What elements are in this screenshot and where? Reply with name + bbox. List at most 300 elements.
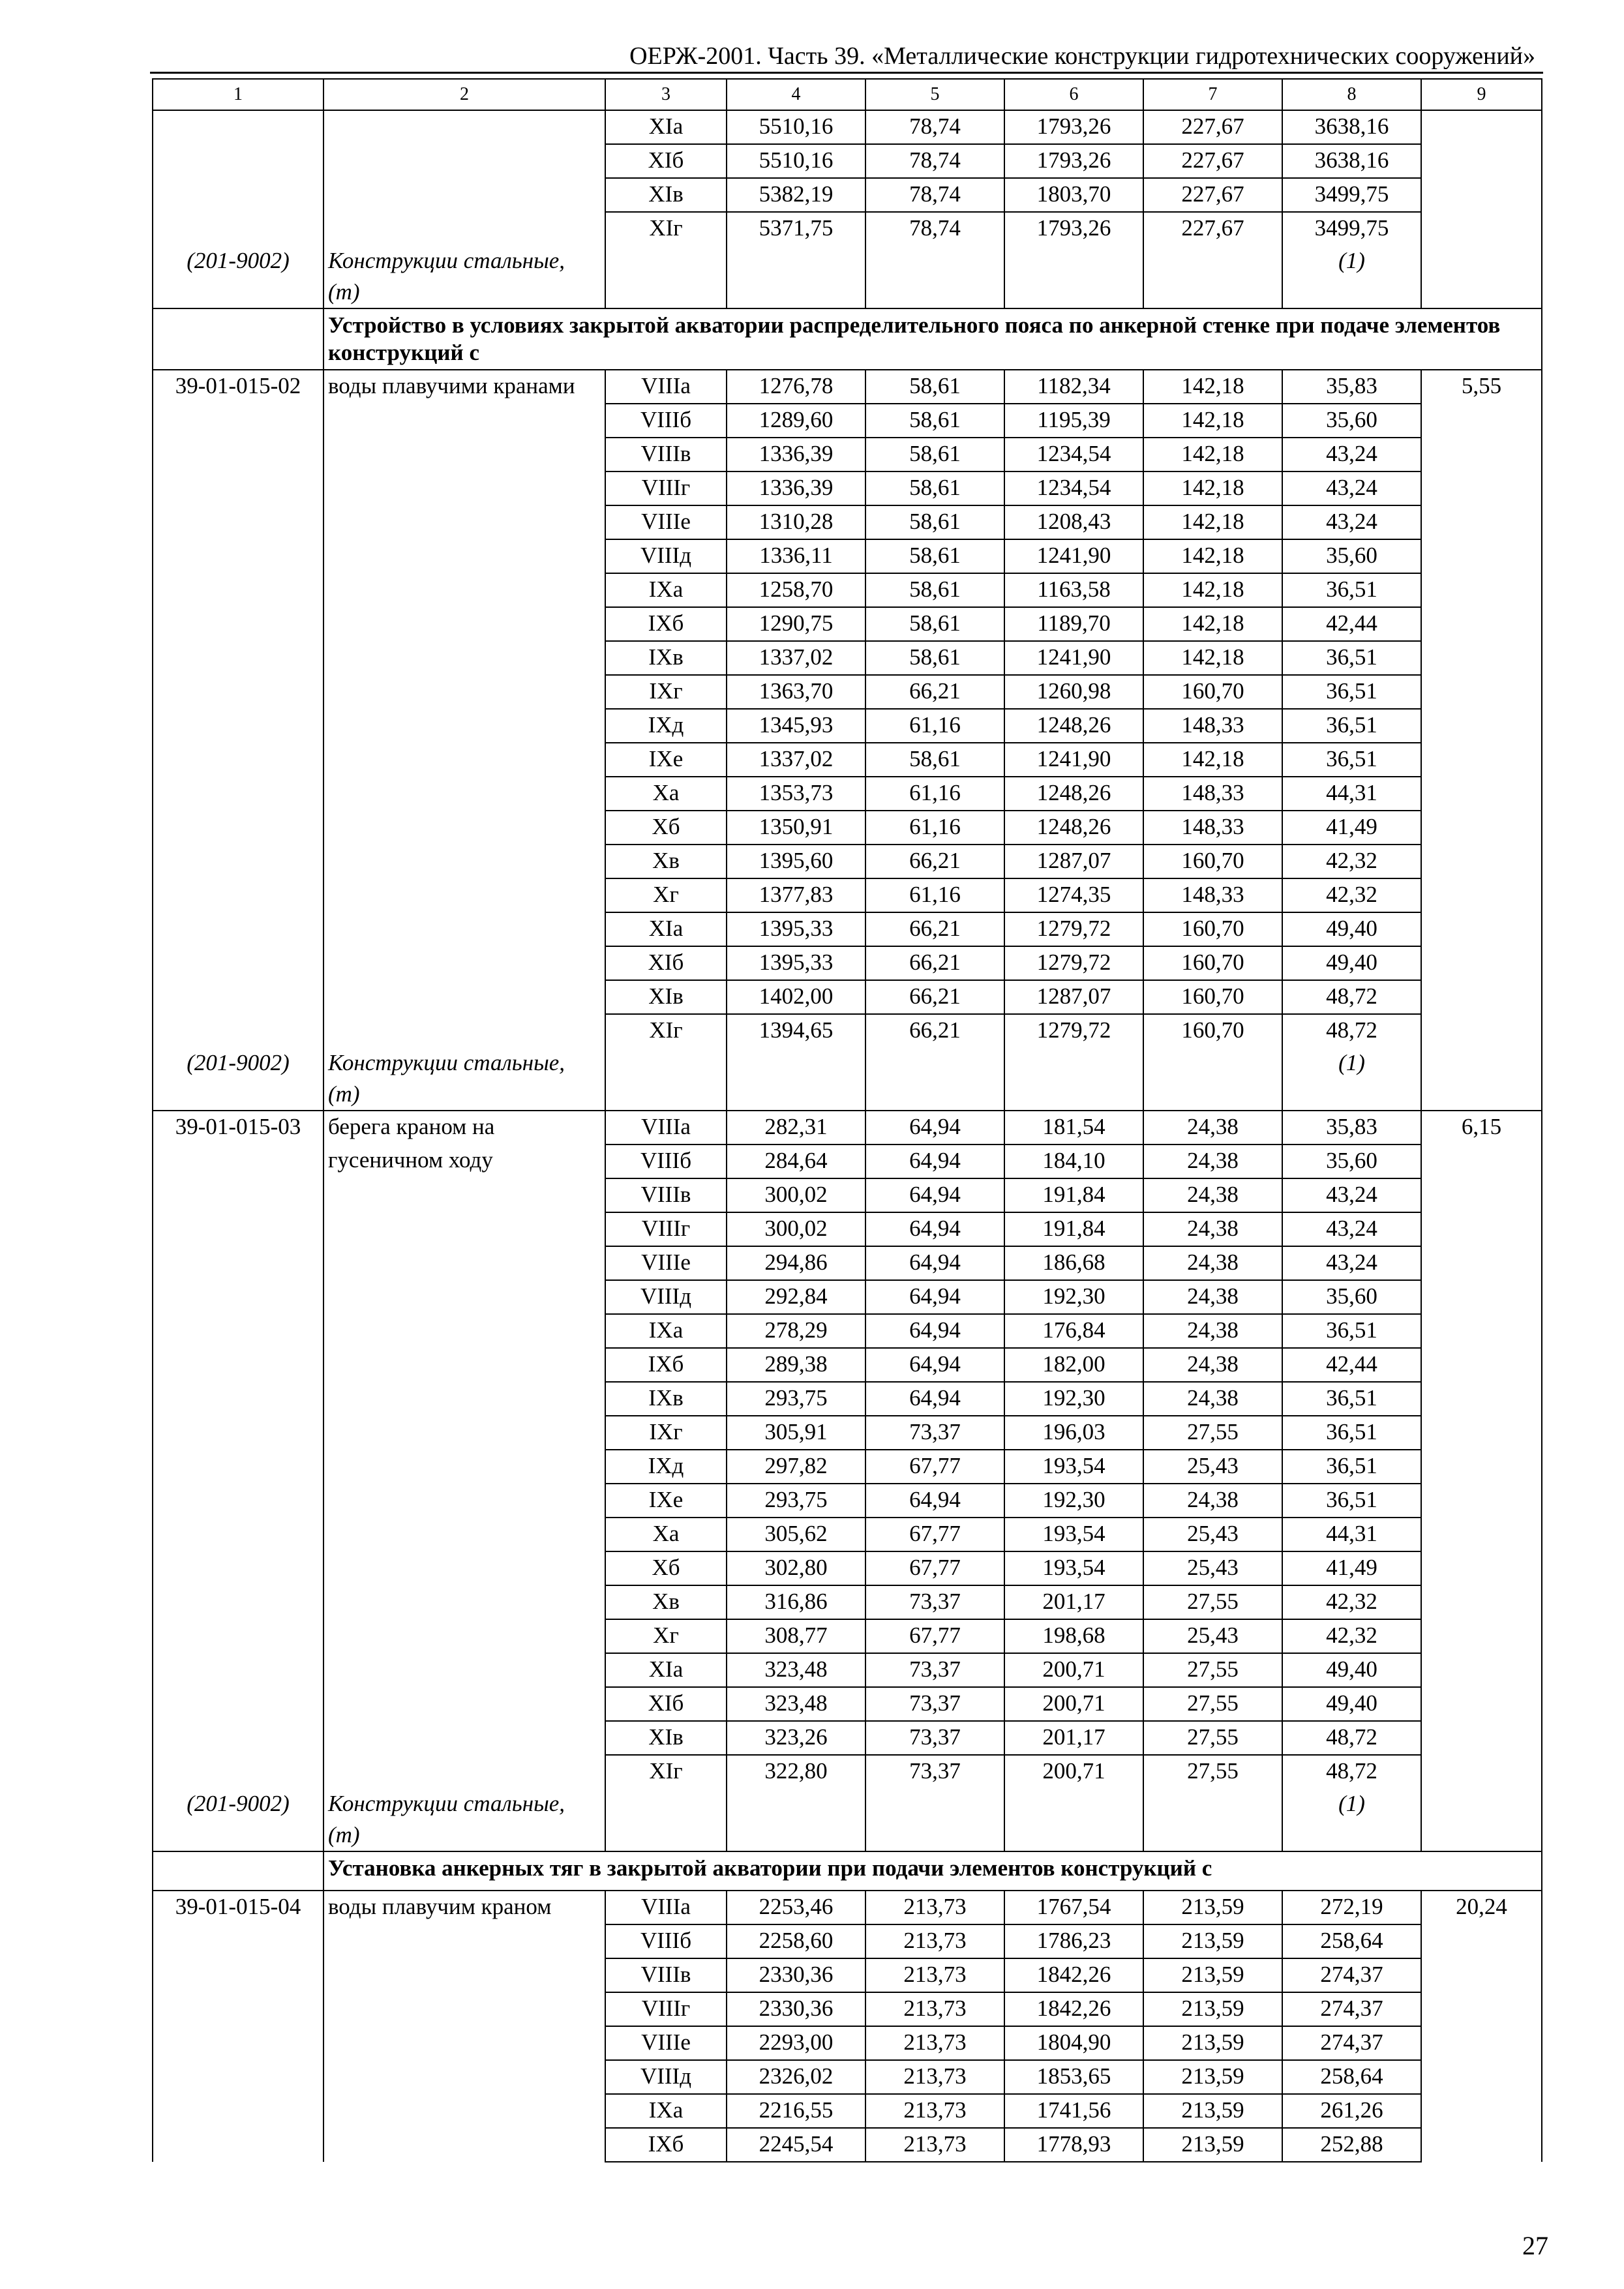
value-cell: 302,80 bbox=[727, 1551, 865, 1585]
value-cell: 25,43 bbox=[1143, 1551, 1282, 1585]
value-cell: 27,55 bbox=[1143, 1755, 1282, 1788]
region-code: VIIIг bbox=[605, 471, 727, 505]
value-cell: 1363,70 bbox=[727, 675, 865, 709]
table-cell bbox=[323, 845, 605, 878]
column-number: 8 bbox=[1282, 79, 1421, 110]
table-cell bbox=[323, 1178, 605, 1212]
table-row bbox=[153, 1721, 1542, 1755]
value-cell: 176,84 bbox=[1004, 1314, 1143, 1348]
value-cell: 193,54 bbox=[1004, 1450, 1143, 1484]
value-cell: 78,74 bbox=[865, 110, 1004, 144]
value-cell: 184,10 bbox=[1004, 1144, 1143, 1178]
section-row bbox=[153, 1851, 1542, 1891]
value-cell: 58,61 bbox=[865, 539, 1004, 573]
table-cell bbox=[153, 1687, 323, 1721]
table-cell bbox=[1421, 1585, 1542, 1619]
value-cell: 36,51 bbox=[1282, 743, 1421, 777]
value-cell: 73,37 bbox=[865, 1755, 1004, 1788]
table-cell bbox=[153, 878, 323, 912]
document-title: ОЕРЖ-2001. Часть 39. «Металлические конструкции гидротехнических сооружений» bbox=[629, 42, 1535, 70]
table-row bbox=[153, 1348, 1542, 1382]
table-cell bbox=[323, 1382, 605, 1416]
value-cell: 58,61 bbox=[865, 404, 1004, 438]
value-cell: 43,24 bbox=[1282, 471, 1421, 505]
empty-cell bbox=[1004, 1047, 1143, 1111]
column-number-row bbox=[153, 79, 1542, 110]
material-code: (201-9002) bbox=[153, 245, 323, 308]
table-cell bbox=[1421, 2060, 1542, 2094]
value-cell: 227,67 bbox=[1143, 144, 1282, 178]
table-row bbox=[153, 743, 1542, 777]
value-cell: 1279,72 bbox=[1004, 1014, 1143, 1047]
value-cell: 1803,70 bbox=[1004, 178, 1143, 212]
value-cell: 24,38 bbox=[1143, 1212, 1282, 1246]
table-cell bbox=[323, 1958, 605, 1992]
table-cell bbox=[323, 777, 605, 811]
value-cell: 25,43 bbox=[1143, 1619, 1282, 1653]
value-cell: 66,21 bbox=[865, 675, 1004, 709]
table-cell bbox=[1421, 1484, 1542, 1518]
value-cell: 1793,26 bbox=[1004, 110, 1143, 144]
table-cell bbox=[323, 438, 605, 471]
region-code: XIа bbox=[605, 110, 727, 144]
table-cell bbox=[323, 1416, 605, 1450]
table-cell bbox=[323, 1014, 605, 1047]
region-code: VIIIг bbox=[605, 1212, 727, 1246]
column-number: 4 bbox=[727, 79, 865, 110]
table-row bbox=[153, 1958, 1542, 1992]
table-cell bbox=[153, 1144, 323, 1178]
region-code: IXб bbox=[605, 2128, 727, 2162]
value-cell: 5510,16 bbox=[727, 144, 865, 178]
section-row bbox=[153, 308, 1542, 370]
table-cell bbox=[1421, 777, 1542, 811]
value-cell: 27,55 bbox=[1143, 1585, 1282, 1619]
value-cell: 284,64 bbox=[727, 1144, 865, 1178]
empty-cell bbox=[727, 1788, 865, 1851]
value-cell: 213,73 bbox=[865, 1958, 1004, 1992]
value-cell: 35,60 bbox=[1282, 1144, 1421, 1178]
value-cell: 148,33 bbox=[1143, 709, 1282, 743]
value-cell: 27,55 bbox=[1143, 1721, 1282, 1755]
empty-cell bbox=[1421, 1047, 1542, 1111]
region-code: XIб bbox=[605, 144, 727, 178]
value-cell: 24,38 bbox=[1143, 1111, 1282, 1144]
value-cell: 27,55 bbox=[1143, 1687, 1282, 1721]
value-cell: 142,18 bbox=[1143, 370, 1282, 404]
value-cell: 1258,70 bbox=[727, 573, 865, 607]
table-cell bbox=[323, 1992, 605, 2026]
table-cell bbox=[153, 777, 323, 811]
value-cell: 64,94 bbox=[865, 1280, 1004, 1314]
table-cell bbox=[1421, 1014, 1542, 1047]
value-cell: 297,82 bbox=[727, 1450, 865, 1484]
table-cell bbox=[153, 1721, 323, 1755]
value-cell: 36,51 bbox=[1282, 1450, 1421, 1484]
value-cell: 1241,90 bbox=[1004, 743, 1143, 777]
table-cell bbox=[323, 1212, 605, 1246]
value-cell: 67,77 bbox=[865, 1450, 1004, 1484]
value-cell: 142,18 bbox=[1143, 573, 1282, 607]
value-cell: 160,70 bbox=[1143, 675, 1282, 709]
table-cell bbox=[1421, 1518, 1542, 1551]
region-code: XIб bbox=[605, 946, 727, 980]
value-cell: 48,72 bbox=[1282, 1755, 1421, 1788]
section-title: Установка анкерных тяг в закрытой акватории при подачи элементов конструкций с bbox=[323, 1851, 1542, 1891]
value-cell: 41,49 bbox=[1282, 1551, 1421, 1585]
rate-description: воды плавучими кранами bbox=[323, 370, 605, 404]
value-cell: 278,29 bbox=[727, 1314, 865, 1348]
table-cell bbox=[323, 641, 605, 675]
value-cell: 1402,00 bbox=[727, 980, 865, 1014]
table-cell bbox=[1421, 1314, 1542, 1348]
material-name-text: Конструкции стальные, bbox=[328, 248, 565, 273]
value-cell: 142,18 bbox=[1143, 404, 1282, 438]
value-cell: 43,24 bbox=[1282, 438, 1421, 471]
table-cell bbox=[1421, 607, 1542, 641]
value-cell: 213,73 bbox=[865, 2026, 1004, 2060]
value-cell: 73,37 bbox=[865, 1416, 1004, 1450]
value-cell: 1289,60 bbox=[727, 404, 865, 438]
value-cell: 1337,02 bbox=[727, 743, 865, 777]
table-cell bbox=[323, 212, 605, 245]
table-row bbox=[153, 1014, 1542, 1047]
table-row bbox=[153, 404, 1542, 438]
value-cell: 67,77 bbox=[865, 1619, 1004, 1653]
value-cell: 1290,75 bbox=[727, 607, 865, 641]
page-number: 27 bbox=[1522, 2231, 1548, 2260]
value-cell: 192,30 bbox=[1004, 1484, 1143, 1518]
column-number: 2 bbox=[323, 79, 605, 110]
table-row bbox=[153, 777, 1542, 811]
table-cell bbox=[1421, 212, 1542, 245]
table-cell bbox=[1421, 845, 1542, 878]
table-cell bbox=[1421, 1755, 1542, 1788]
value-cell: 2258,60 bbox=[727, 1924, 865, 1958]
table-cell bbox=[323, 471, 605, 505]
table-cell bbox=[1421, 1924, 1542, 1958]
table-cell bbox=[323, 1348, 605, 1382]
table-cell bbox=[153, 743, 323, 777]
value-cell: 1195,39 bbox=[1004, 404, 1143, 438]
value-cell: 294,86 bbox=[727, 1246, 865, 1280]
table-cell bbox=[1421, 2128, 1542, 2162]
column-number: 3 bbox=[605, 79, 727, 110]
material-unit: (т) bbox=[328, 1081, 360, 1107]
value-cell: 1336,11 bbox=[727, 539, 865, 573]
value-cell: 193,54 bbox=[1004, 1518, 1143, 1551]
value-cell: 200,71 bbox=[1004, 1653, 1143, 1687]
table-cell bbox=[323, 878, 605, 912]
table-cell bbox=[153, 1992, 323, 2026]
value-cell: 274,37 bbox=[1282, 1992, 1421, 2026]
value-cell: 201,17 bbox=[1004, 1721, 1143, 1755]
table-cell bbox=[153, 1314, 323, 1348]
value-cell: 1287,07 bbox=[1004, 980, 1143, 1014]
table-cell bbox=[1421, 471, 1542, 505]
value-cell: 58,61 bbox=[865, 607, 1004, 641]
column-number: 6 bbox=[1004, 79, 1143, 110]
region-code: IXе bbox=[605, 1484, 727, 1518]
table-cell bbox=[153, 1246, 323, 1280]
value-cell: 1182,34 bbox=[1004, 370, 1143, 404]
value-cell: 272,19 bbox=[1282, 1891, 1421, 1924]
table-cell bbox=[1421, 1687, 1542, 1721]
table-row bbox=[153, 2128, 1542, 2162]
table-cell bbox=[323, 505, 605, 539]
value-cell: 213,59 bbox=[1143, 1958, 1282, 1992]
value-cell: 48,72 bbox=[1282, 1721, 1421, 1755]
table-cell bbox=[323, 946, 605, 980]
region-code: Xа bbox=[605, 1518, 727, 1551]
value-cell: 293,75 bbox=[727, 1484, 865, 1518]
region-code: XIа bbox=[605, 912, 727, 946]
value-cell: 43,24 bbox=[1282, 505, 1421, 539]
labor-cost: 20,24 bbox=[1421, 1891, 1542, 1924]
value-cell: 2253,46 bbox=[727, 1891, 865, 1924]
value-cell: 24,38 bbox=[1143, 1144, 1282, 1178]
table-cell bbox=[323, 1755, 605, 1788]
table-cell bbox=[153, 1014, 323, 1047]
value-cell: 41,49 bbox=[1282, 811, 1421, 845]
value-cell: 213,59 bbox=[1143, 2128, 1282, 2162]
value-cell: 160,70 bbox=[1143, 912, 1282, 946]
value-cell: 1287,07 bbox=[1004, 845, 1143, 878]
value-cell: 213,59 bbox=[1143, 2026, 1282, 2060]
table-cell bbox=[153, 404, 323, 438]
table-cell bbox=[323, 1551, 605, 1585]
table-cell bbox=[153, 1178, 323, 1212]
empty-cell bbox=[1143, 1788, 1282, 1851]
table-cell bbox=[153, 1755, 323, 1788]
value-cell: 1778,93 bbox=[1004, 2128, 1143, 2162]
value-cell: 73,37 bbox=[865, 1721, 1004, 1755]
value-cell: 1786,23 bbox=[1004, 1924, 1143, 1958]
value-cell: 142,18 bbox=[1143, 607, 1282, 641]
table-cell bbox=[153, 946, 323, 980]
table-cell bbox=[153, 1484, 323, 1518]
value-cell: 1394,65 bbox=[727, 1014, 865, 1047]
region-code: XIв bbox=[605, 980, 727, 1014]
value-cell: 35,60 bbox=[1282, 539, 1421, 573]
value-cell: 64,94 bbox=[865, 1144, 1004, 1178]
region-code: IXа bbox=[605, 2094, 727, 2128]
table-cell bbox=[323, 1721, 605, 1755]
value-cell: 1274,35 bbox=[1004, 878, 1143, 912]
table-cell bbox=[323, 2060, 605, 2094]
value-cell: 1234,54 bbox=[1004, 471, 1143, 505]
value-cell: 322,80 bbox=[727, 1755, 865, 1788]
region-code: VIIIа bbox=[605, 370, 727, 404]
value-cell: 64,94 bbox=[865, 1246, 1004, 1280]
table-cell bbox=[153, 2026, 323, 2060]
value-cell: 201,17 bbox=[1004, 1585, 1143, 1619]
column-number: 5 bbox=[865, 79, 1004, 110]
value-cell: 293,75 bbox=[727, 1382, 865, 1416]
table-row bbox=[153, 539, 1542, 573]
value-cell: 323,48 bbox=[727, 1653, 865, 1687]
page-header bbox=[150, 39, 1543, 74]
table-cell bbox=[323, 1314, 605, 1348]
value-cell: 1345,93 bbox=[727, 709, 865, 743]
value-cell: 261,26 bbox=[1282, 2094, 1421, 2128]
value-cell: 1395,60 bbox=[727, 845, 865, 878]
table-row bbox=[153, 709, 1542, 743]
value-cell: 142,18 bbox=[1143, 471, 1282, 505]
value-cell: 24,38 bbox=[1143, 1178, 1282, 1212]
value-cell: 5382,19 bbox=[727, 178, 865, 212]
value-cell: 36,51 bbox=[1282, 1484, 1421, 1518]
table-row bbox=[153, 1111, 1542, 1144]
value-cell: 148,33 bbox=[1143, 777, 1282, 811]
table-row bbox=[153, 675, 1542, 709]
value-cell: 64,94 bbox=[865, 1314, 1004, 1348]
material-name bbox=[323, 1788, 605, 1851]
table-cell bbox=[153, 641, 323, 675]
value-cell: 42,32 bbox=[1282, 878, 1421, 912]
value-cell: 323,48 bbox=[727, 1687, 865, 1721]
value-cell: 64,94 bbox=[865, 1484, 1004, 1518]
value-cell: 213,73 bbox=[865, 2128, 1004, 2162]
rates-table bbox=[152, 78, 1542, 2162]
value-cell: 274,37 bbox=[1282, 1958, 1421, 1992]
value-cell: 36,51 bbox=[1282, 641, 1421, 675]
table-cell bbox=[153, 178, 323, 212]
value-cell: 213,59 bbox=[1143, 2060, 1282, 2094]
value-cell: 316,86 bbox=[727, 1585, 865, 1619]
table-cell bbox=[1421, 505, 1542, 539]
region-code: Xг bbox=[605, 878, 727, 912]
region-code: IXа bbox=[605, 1314, 727, 1348]
value-cell: 58,61 bbox=[865, 573, 1004, 607]
value-cell: 227,67 bbox=[1143, 178, 1282, 212]
value-cell: 58,61 bbox=[865, 471, 1004, 505]
value-cell: 1337,02 bbox=[727, 641, 865, 675]
value-cell: 73,37 bbox=[865, 1653, 1004, 1687]
region-code: VIIIб bbox=[605, 404, 727, 438]
table-row bbox=[153, 811, 1542, 845]
value-cell: 2330,36 bbox=[727, 1992, 865, 2026]
table-cell bbox=[323, 1687, 605, 1721]
value-cell: 308,77 bbox=[727, 1619, 865, 1653]
value-cell: 24,38 bbox=[1143, 1314, 1282, 1348]
region-code: VIIIб bbox=[605, 1144, 727, 1178]
table-cell bbox=[323, 1924, 605, 1958]
table-cell bbox=[323, 2026, 605, 2060]
region-code: IXг bbox=[605, 675, 727, 709]
table-cell bbox=[1421, 1382, 1542, 1416]
table-row bbox=[153, 980, 1542, 1014]
table-row bbox=[153, 1551, 1542, 1585]
region-code: IXд bbox=[605, 1450, 727, 1484]
value-cell: 35,83 bbox=[1282, 1111, 1421, 1144]
value-cell: 192,30 bbox=[1004, 1280, 1143, 1314]
table-cell bbox=[1421, 178, 1542, 212]
value-cell: 49,40 bbox=[1282, 912, 1421, 946]
value-cell: 44,31 bbox=[1282, 777, 1421, 811]
table-row bbox=[153, 1178, 1542, 1212]
table-cell bbox=[1421, 573, 1542, 607]
table-cell bbox=[1421, 438, 1542, 471]
table-cell bbox=[153, 2094, 323, 2128]
value-cell: 42,44 bbox=[1282, 1348, 1421, 1382]
region-code: IXе bbox=[605, 743, 727, 777]
table-row bbox=[153, 1212, 1542, 1246]
table-cell bbox=[323, 1484, 605, 1518]
value-cell: 1336,39 bbox=[727, 438, 865, 471]
section-title: Устройство в условиях закрытой акватории распределительного пояса по анкерной стенке при подаче элементов конструкций с bbox=[323, 308, 1542, 370]
material-code: (201-9002) bbox=[153, 1047, 323, 1111]
value-cell: 1853,65 bbox=[1004, 2060, 1143, 2094]
table-cell bbox=[323, 404, 605, 438]
value-cell: 148,33 bbox=[1143, 878, 1282, 912]
value-cell: 35,60 bbox=[1282, 404, 1421, 438]
value-cell: 1793,26 bbox=[1004, 212, 1143, 245]
value-cell: 191,84 bbox=[1004, 1212, 1143, 1246]
value-cell: 48,72 bbox=[1282, 1014, 1421, 1047]
table-cell bbox=[1421, 404, 1542, 438]
value-cell: 66,21 bbox=[865, 980, 1004, 1014]
value-cell: 181,54 bbox=[1004, 1111, 1143, 1144]
table-row bbox=[153, 1484, 1542, 1518]
value-cell: 36,51 bbox=[1282, 573, 1421, 607]
table-cell bbox=[153, 438, 323, 471]
region-code: VIIIб bbox=[605, 1924, 727, 1958]
value-cell: 58,61 bbox=[865, 743, 1004, 777]
value-cell: 49,40 bbox=[1282, 1687, 1421, 1721]
region-code: VIIIв bbox=[605, 1178, 727, 1212]
table-row bbox=[153, 144, 1542, 178]
empty-cell bbox=[727, 1047, 865, 1111]
region-code: Xб bbox=[605, 811, 727, 845]
table-cell bbox=[1421, 144, 1542, 178]
value-cell: 2216,55 bbox=[727, 2094, 865, 2128]
value-cell: 274,37 bbox=[1282, 2026, 1421, 2060]
material-unit: (т) bbox=[328, 1822, 360, 1848]
empty-cell bbox=[1143, 245, 1282, 308]
value-cell: 58,61 bbox=[865, 641, 1004, 675]
value-cell: 1842,26 bbox=[1004, 1958, 1143, 1992]
region-code: VIIIв bbox=[605, 1958, 727, 1992]
value-cell: 5510,16 bbox=[727, 110, 865, 144]
region-code: Xв bbox=[605, 1585, 727, 1619]
value-cell: 42,32 bbox=[1282, 1619, 1421, 1653]
material-code: (201-9002) bbox=[153, 1788, 323, 1851]
value-cell: 193,54 bbox=[1004, 1551, 1143, 1585]
value-cell: 24,38 bbox=[1143, 1382, 1282, 1416]
value-cell: 64,94 bbox=[865, 1382, 1004, 1416]
region-code: XIа bbox=[605, 1653, 727, 1687]
value-cell: 64,94 bbox=[865, 1348, 1004, 1382]
value-cell: 148,33 bbox=[1143, 811, 1282, 845]
value-cell: 1248,26 bbox=[1004, 811, 1143, 845]
value-cell: 24,38 bbox=[1143, 1484, 1282, 1518]
table-cell bbox=[323, 539, 605, 573]
value-cell: 1336,39 bbox=[727, 471, 865, 505]
table-cell bbox=[153, 1619, 323, 1653]
value-cell: 300,02 bbox=[727, 1212, 865, 1246]
table-row bbox=[153, 878, 1542, 912]
value-cell: 1248,26 bbox=[1004, 709, 1143, 743]
value-cell: 35,60 bbox=[1282, 1280, 1421, 1314]
table-cell bbox=[153, 912, 323, 946]
table-row bbox=[153, 1450, 1542, 1484]
table-cell bbox=[1421, 539, 1542, 573]
value-cell: 35,83 bbox=[1282, 370, 1421, 404]
value-cell: 1279,72 bbox=[1004, 946, 1143, 980]
region-code: Xг bbox=[605, 1619, 727, 1653]
value-cell: 78,74 bbox=[865, 178, 1004, 212]
